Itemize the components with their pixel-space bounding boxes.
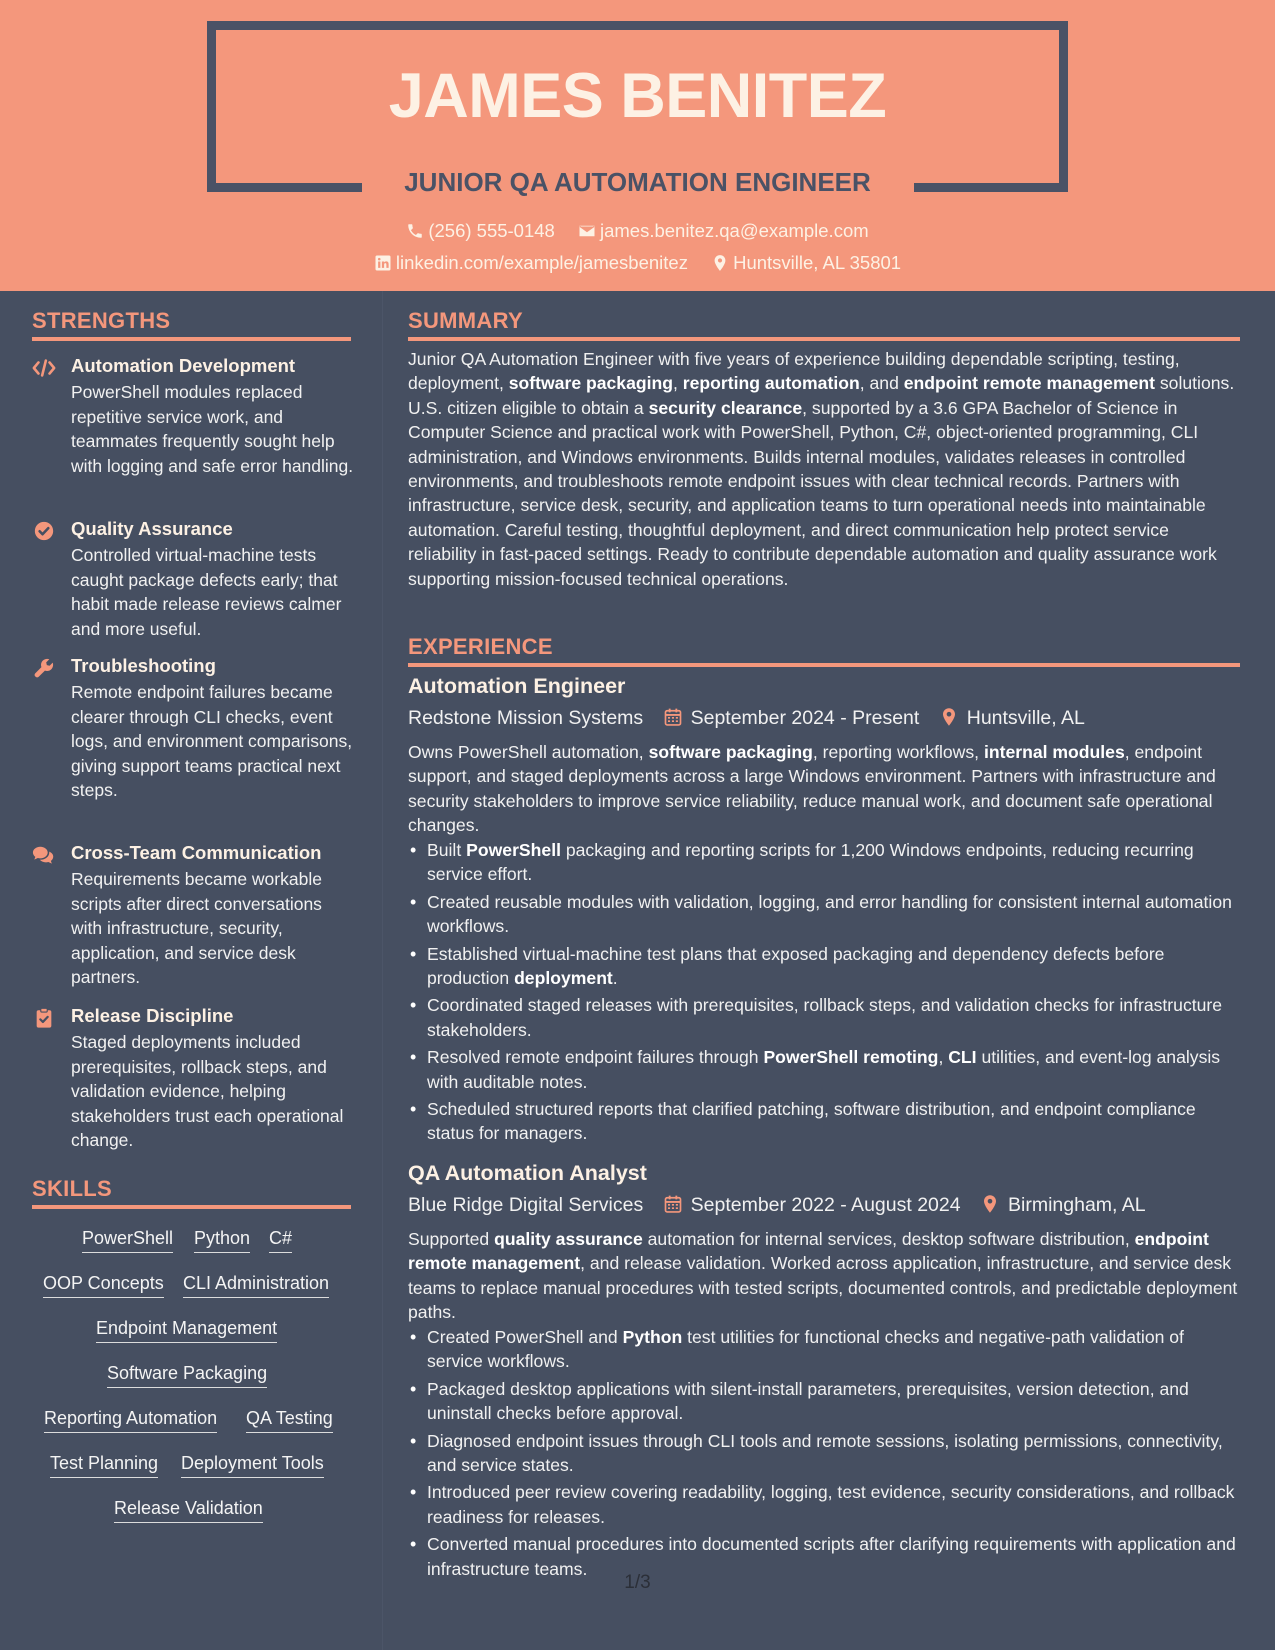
page-number: 1/3 bbox=[624, 1572, 651, 1593]
candidate-name: JAMES BENITEZ bbox=[388, 61, 887, 131]
contact-row-1 bbox=[0, 220, 1275, 242]
resume-header bbox=[0, 0, 1275, 291]
bold-text: endpoint remote management bbox=[903, 373, 1155, 394]
job-title: QA Automation Analyst bbox=[408, 1161, 647, 1185]
column-separator bbox=[382, 291, 383, 1650]
bold-text: reporting automation bbox=[682, 373, 860, 394]
text-run: , supported by a 3.6 GPA Bachelor of Science in Computer Science and practical work with PowerShell, Python, C#, object-oriented programming, CLI administration, and Windows environments. Builds internal modules, validates releases in controlled environments, and troubleshoots remote endpoint issues with clear technical records. Partners with infrastructure, service desk, security, and application teams to turn operational needs into maintainable automation. Careful testing, thoughtful deployment, and direct communication help protect service reliability in fast-paced settings. Ready to contribute dependable automation and quality assurance work supporting mission-focused technical operations. bbox=[408, 397, 1217, 589]
bullet-item bbox=[408, 838, 1240, 887]
job-description bbox=[408, 1227, 1240, 1325]
text-run: Owns PowerShell automation, bbox=[408, 742, 649, 762]
text-run: , and release validation. Worked across application, infrastructure, and service desk teams to replace manual procedures with tested scripts, documented controls, and predictable deployment paths. bbox=[408, 1253, 1238, 1323]
skill-tag: Python bbox=[194, 1227, 250, 1253]
text-run: Scheduled structured reports that clarified patching, software distribution, and endpoint compliance status for managers. bbox=[427, 1099, 1196, 1144]
skill-tag: C# bbox=[269, 1227, 292, 1253]
bullet-item bbox=[408, 942, 1240, 991]
skill-tag: Release Validation bbox=[114, 1497, 263, 1523]
bullet-item bbox=[408, 1097, 1240, 1146]
skill-tag: Test Planning bbox=[50, 1452, 158, 1478]
text-run: Supported bbox=[408, 1229, 495, 1249]
bold-text: PowerShell bbox=[466, 840, 561, 860]
bold-text: software packaging bbox=[508, 373, 674, 394]
text-run: Packaged desktop applications with silent-install parameters, prerequisites, version detection, and uninstall checks before approval. bbox=[427, 1378, 1189, 1424]
text-run: automation for internal services, desktop software distribution, bbox=[642, 1229, 1135, 1249]
bullet-item bbox=[408, 890, 1240, 939]
text-run: , endpoint support, and staged deployments across a large Windows environment. Partners with infrastructure and security stakeholders to improve service reliability, reduce manual work, and document safe operational changes. bbox=[408, 742, 1216, 836]
envelope-icon bbox=[578, 222, 596, 240]
strength-description: Controlled virtual-machine tests caught package defects early; that habit made release reviews calmer and more useful. bbox=[71, 545, 342, 639]
text-run: Resolved remote endpoint failures through bbox=[427, 1047, 764, 1068]
text-run: packaging and reporting scripts for 1,200 Windows endpoints, reducing recurring service effort. bbox=[427, 840, 1194, 885]
strengths-rule bbox=[32, 337, 351, 341]
text-run: solutions. U.S. citizen eligible to obtain a bbox=[408, 373, 1235, 418]
check-circle-icon bbox=[32, 520, 56, 542]
skill-tag: PowerShell bbox=[82, 1227, 173, 1253]
contact-linkedin[interactable] bbox=[374, 252, 688, 274]
strength-description: PowerShell modules replaced repetitive service work, and teammates frequently sought help with logging and safe error handling. bbox=[71, 382, 354, 476]
phone-text: (256) 555-0148 bbox=[428, 220, 555, 241]
bold-text: deployment bbox=[514, 968, 613, 989]
job-meta bbox=[408, 707, 1085, 730]
skills-rule bbox=[32, 1205, 351, 1209]
wrench-icon bbox=[32, 657, 56, 679]
text-run: Junior QA Automation Engineer with five years of experience building dependable scripting, testing, deployment, bbox=[408, 349, 1180, 394]
text-run: , bbox=[673, 373, 683, 394]
phone-icon bbox=[406, 222, 424, 240]
bold-text: Python bbox=[622, 1327, 683, 1347]
strength-title: Troubleshooting bbox=[71, 655, 216, 676]
strength-description: Requirements became workable scripts after direct conversations with infrastructure, security, application, and service desk partners. bbox=[71, 869, 322, 987]
text-run: utilities, and event-log analysis with auditable notes. bbox=[427, 1047, 1221, 1092]
strengths-heading: STRENGTHS bbox=[32, 308, 171, 333]
bullet-item bbox=[408, 1377, 1240, 1426]
bullet-item bbox=[408, 1325, 1240, 1374]
map-pin-icon bbox=[980, 1194, 1000, 1214]
bold-text: CLI bbox=[948, 1047, 977, 1068]
clipboard-check-icon bbox=[32, 1007, 56, 1029]
bold-text: endpoint remote management bbox=[408, 1229, 1209, 1274]
map-pin-icon bbox=[711, 254, 729, 272]
skill-tag: Deployment Tools bbox=[181, 1452, 324, 1478]
job-company: Redstone Mission Systems bbox=[408, 707, 644, 729]
strength-title: Cross-Team Communication bbox=[71, 842, 322, 863]
contact-phone[interactable] bbox=[406, 220, 555, 242]
bold-text: security clearance bbox=[648, 397, 803, 418]
text-run: Created PowerShell and bbox=[427, 1327, 623, 1347]
linkedin-icon bbox=[374, 254, 392, 272]
skill-tag: CLI Administration bbox=[183, 1272, 329, 1298]
calendar-icon bbox=[663, 707, 683, 727]
experience-heading: EXPERIENCE bbox=[408, 634, 553, 659]
skill-tag: OOP Concepts bbox=[43, 1272, 164, 1298]
job-dates: September 2022 - August 2024 bbox=[690, 1194, 961, 1216]
contact-row-2 bbox=[0, 252, 1275, 274]
job-location: Birmingham, AL bbox=[1008, 1194, 1146, 1216]
text-run: , and bbox=[859, 373, 904, 394]
bold-text: PowerShell remoting bbox=[763, 1047, 939, 1068]
job-title: Automation Engineer bbox=[408, 674, 626, 698]
bullet-item bbox=[408, 1045, 1240, 1094]
text-run: Converted manual procedures into documented scripts after clarifying requirements with application and infrastructure teams. bbox=[427, 1534, 1236, 1579]
code-icon bbox=[32, 357, 56, 379]
email-text: james.benitez.qa@example.com bbox=[599, 220, 869, 241]
skill-tag: Software Packaging bbox=[107, 1362, 267, 1388]
strength-title: Quality Assurance bbox=[71, 518, 233, 539]
summary-rule bbox=[408, 337, 1240, 341]
text-run: Coordinated staged releases with prerequisites, rollback steps, and validation checks for infrastructure stakeholders. bbox=[427, 995, 1223, 1040]
skill-tag: QA Testing bbox=[246, 1407, 333, 1433]
strength-title: Release Discipline bbox=[71, 1005, 234, 1026]
text-run: Introduced peer review covering readability, logging, test evidence, security considerations, and rollback readiness for releases. bbox=[427, 1482, 1235, 1527]
job-bullets bbox=[408, 838, 1240, 1149]
location-text: Huntsville, AL 35801 bbox=[733, 252, 902, 273]
contact-location bbox=[711, 252, 901, 274]
text-run: . bbox=[612, 968, 618, 989]
bullet-item bbox=[408, 1480, 1240, 1529]
job-company: Blue Ridge Digital Services bbox=[408, 1194, 644, 1216]
text-run: Diagnosed endpoint issues through CLI tools and remote sessions, isolating permissions, connectivity, and service states. bbox=[427, 1430, 1223, 1476]
text-run: Established virtual-machine test plans that exposed packaging and dependency defects before production bbox=[427, 943, 1165, 989]
skill-tag: Endpoint Management bbox=[96, 1317, 277, 1343]
experience-rule bbox=[408, 663, 1240, 667]
strength-title: Automation Development bbox=[71, 355, 296, 376]
job-bullets bbox=[408, 1325, 1240, 1584]
bullet-item bbox=[408, 993, 1240, 1042]
text-run: , bbox=[938, 1047, 949, 1068]
job-location: Huntsville, AL bbox=[966, 707, 1085, 729]
comments-icon bbox=[32, 844, 56, 866]
skill-tag: Reporting Automation bbox=[44, 1407, 217, 1433]
text-run: Created reusable modules with validation, logging, and error handling for consistent internal automation workflows. bbox=[427, 891, 1232, 937]
job-description bbox=[408, 740, 1240, 838]
job-dates: September 2024 - Present bbox=[690, 707, 920, 729]
strength-description: Staged deployments included prerequisites, rollback steps, and validation evidence, helping stakeholders trust each operational change. bbox=[71, 1032, 344, 1150]
bold-text: internal modules bbox=[983, 742, 1125, 762]
strength-description: Remote endpoint failures became clearer through CLI checks, event logs, and environment comparisons, giving support teams practical next steps. bbox=[71, 682, 353, 800]
summary-heading: SUMMARY bbox=[408, 308, 523, 333]
job-meta bbox=[408, 1194, 1146, 1217]
map-pin-icon bbox=[939, 707, 959, 727]
text-run: Built bbox=[427, 840, 467, 860]
summary-text bbox=[408, 347, 1240, 591]
candidate-title: JUNIOR QA AUTOMATION ENGINEER bbox=[404, 167, 871, 197]
contact-email[interactable] bbox=[578, 220, 869, 242]
bullet-item bbox=[408, 1429, 1240, 1478]
skills-heading: SKILLS bbox=[32, 1176, 113, 1201]
text-run: , reporting workflows, bbox=[812, 742, 984, 762]
bold-text: software packaging bbox=[648, 742, 813, 762]
text-run: test utilities for functional checks and negative-path validation of service workflows. bbox=[427, 1327, 1184, 1372]
calendar-icon bbox=[663, 1194, 683, 1214]
bold-text: quality assurance bbox=[494, 1229, 643, 1249]
linkedin-text: linkedin.com/example/jamesbenitez bbox=[395, 252, 688, 273]
